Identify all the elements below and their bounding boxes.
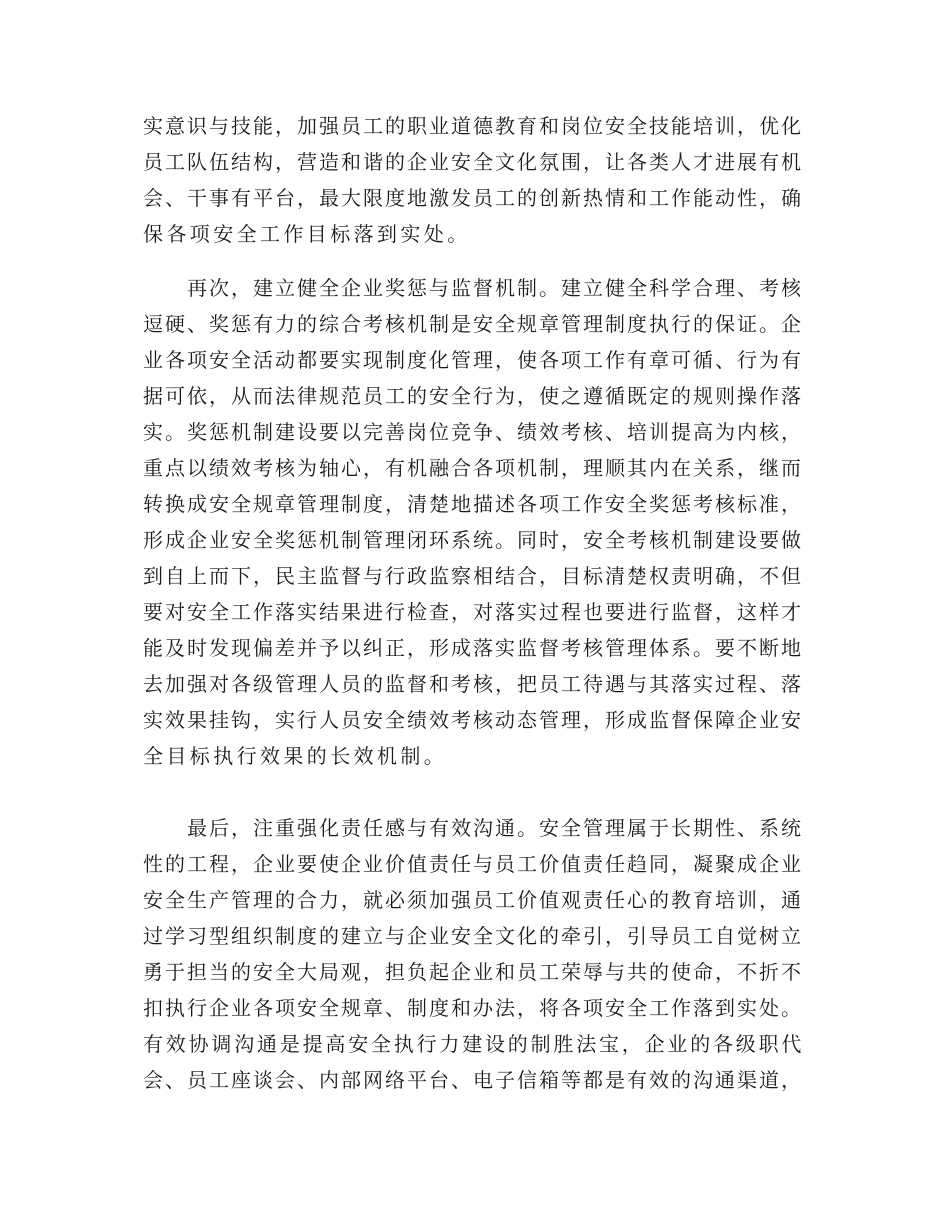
text-line: 实效果挂钩，实行人员安全绩效考核动态管理，形成监督保障企业安	[143, 708, 803, 732]
text-line: 逗硬、奖惩有力的综合考核机制是安全规章管理制度执行的保证。企	[143, 312, 803, 336]
text-line: 有效协调沟通是提高安全执行力建设的制胜法宝，企业的各级职代	[143, 1032, 805, 1056]
text-line: 过学习型组织制度的建立与企业安全文化的牵引，引导员工自觉树立	[143, 924, 803, 948]
text-line: 实。奖惩机制建设要以完善岗位竞争、绩效考核、培训提高为内核，	[143, 420, 803, 444]
text-line: 重点以绩效考核为轴心，有机融合各项机制，理顺其内在关系，继而	[143, 456, 803, 480]
text-line: 要对安全工作落实结果进行检查，对落实过程也要进行监督，这样才	[143, 600, 803, 624]
text-line: 实意识与技能，加强员工的职业道德教育和岗位安全技能培训，优化	[143, 114, 803, 138]
text-line: 形成企业安全奖惩机制管理闭环系统。同时，安全考核机制建设要做	[143, 528, 803, 552]
text-line: 到自上而下，民主监督与行政监察相结合，目标清楚权责明确，不但	[143, 564, 803, 588]
text-line: 去加强对各级管理人员的监督和考核，把员工待遇与其落实过程、落	[143, 672, 803, 696]
text-line: 安全生产管理的合力，就必须加强员工价值观责任心的教育培训，通	[143, 888, 803, 912]
text-line: 全目标执行效果的长效机制。	[143, 744, 448, 768]
text-line: 会、干事有平台，最大限度地激发员工的创新热情和工作能动性，确	[143, 186, 803, 210]
text-line: 勇于担当的安全大局观，担负起企业和员工荣辱与共的使命，不折不	[143, 960, 803, 984]
text-line: 转换成安全规章管理制度，清楚地描述各项工作安全奖惩考核标准，	[143, 492, 803, 516]
text-line: 业各项安全活动都要实现制度化管理，使各项工作有章可循、行为有	[143, 348, 803, 372]
text-line: 性的工程，企业要使企业价值责任与员工价值责任趋同，凝聚成企业	[143, 852, 803, 876]
text-line: 最后，注重强化责任感与有效沟通。安全管理属于长期性、系统	[187, 816, 803, 840]
text-line: 据可依，从而法律规范员工的安全行为，使之遵循既定的规则操作落	[143, 384, 803, 408]
text-line: 再次，建立健全企业奖惩与监督机制。建立健全科学合理、考核	[187, 276, 803, 300]
text-line: 会、员工座谈会、内部网络平台、电子信箱等都是有效的沟通渠道，	[143, 1068, 803, 1092]
text-line: 员工队伍结构，营造和谐的企业安全文化氛围，让各类人才进展有机	[143, 150, 803, 174]
text-line: 能及时发现偏差并予以纠正，形成落实监督考核管理体系。要不断地	[143, 636, 803, 660]
text-line: 扣执行企业各项安全规章、制度和办法，将各项安全工作落到实处。	[143, 996, 803, 1020]
text-line: 保各项安全工作目标落到实处。	[143, 222, 471, 246]
